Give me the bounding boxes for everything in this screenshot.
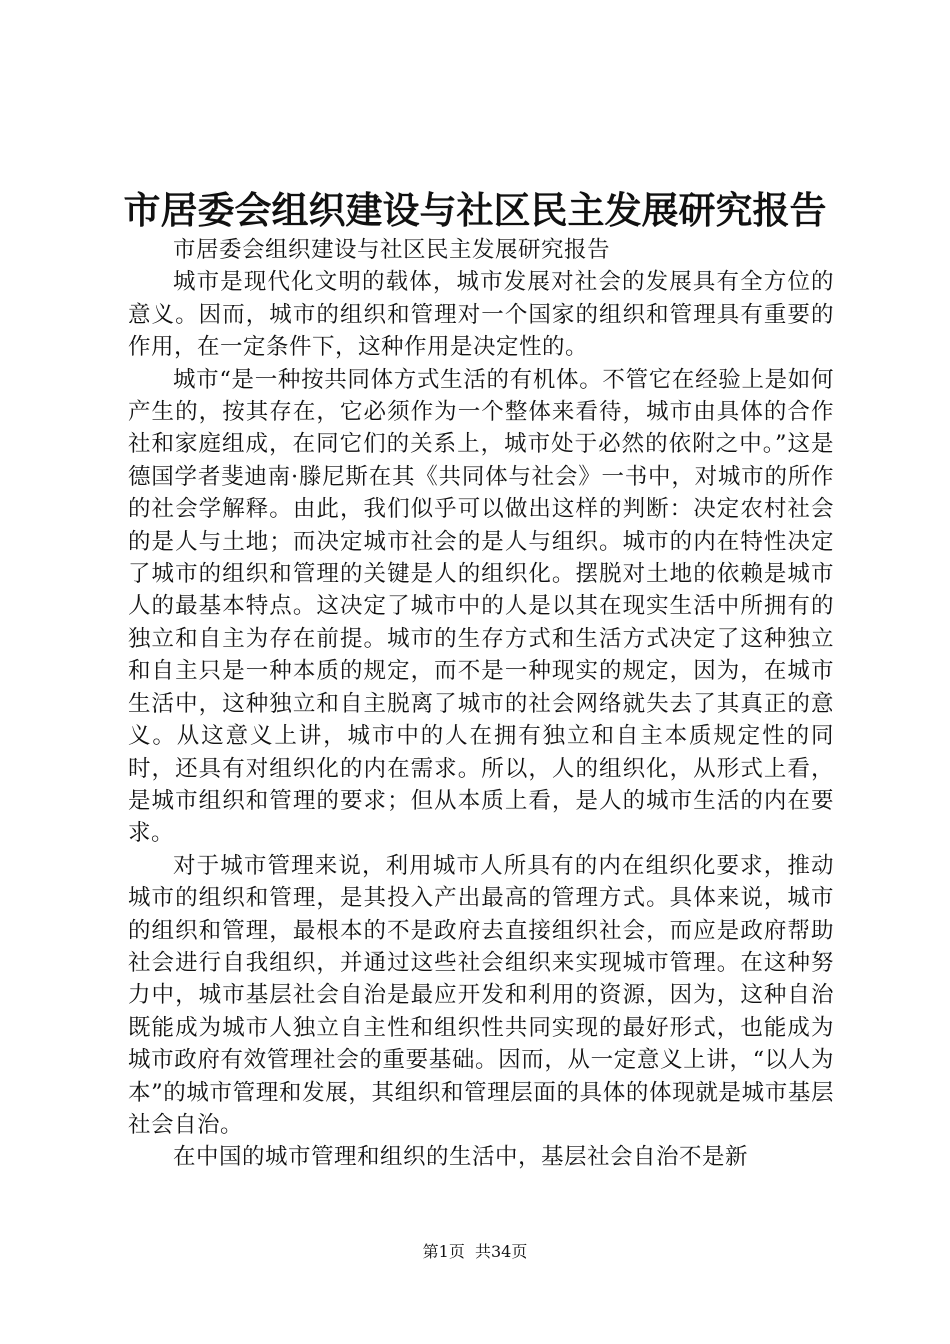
paragraph: 城市是现代化文明的载体，城市发展对社会的发展具有全方位的意义。因而，城市的组织和管理对一个国家的组织和管理具有重要的作用，在一定条件下，这种作用是决定性的。 — [128, 269, 834, 361]
paragraph-subtitle: 市居委会组织建设与社区民主发展研究报告 — [173, 237, 611, 263]
document-title: 市居委会组织建设与社区民主发展研究报告 — [123, 188, 827, 232]
document-body — [128, 234, 834, 1174]
page-number-footer: 第1页 共34页 — [422, 1242, 528, 1261]
paragraph: 在中国的城市管理和组织的生活中，基层社会自治不是新 — [173, 1144, 749, 1171]
paragraph: 对于城市管理来说，利用城市人所具有的内在组织化要求，推动城市的组织和管理，是其投入产出最高的管理方式。具体来说，城市的组织和管理，最根本的不是政府去直接组织社会，而应是政府帮助社会进行自我组织，并通过这些社会组织来实现城市管理。在这种努力中，城市基层社会自治是最应开发和利用的资源，因为，这种自治既能成为城市人独立自主性和组织性共同实现的最好形式，也能成为城市政府有效管理社会的重要基础。因而，从一定意义上讲，“以人为本”的城市管理和发展，其组织和管理层面的具体的体现就是城市基层社会自治。 — [128, 852, 834, 1138]
paragraph: 城市“是一种按共同体方式生活的有机体。不管它在经验上是如何产生的，按其存在，它必须作为一个整体来看待，城市由具体的合作社和家庭组成，在同它们的关系上，城市处于必然的依附之中。”这是德国学者斐迪南·滕尼斯在其《共同体与社会》一书中，对城市的所作的社会学解释。由此，我们似乎可以做出这样的判断：决定农村社会的是人与土地；而决定城市社会的是人与组织。城市的内在特性决定了城市的组织和管理的关键是人的组织化。摆脱对土地的依赖是城市人的最基本特点。这决定了城市中的人是以其在现实生活中所拥有的独立和自主为存在前提。城市的生存方式和生活方式决定了这种独立和自主只是一种本质的规定，而不是一种现实的规定，因为，在城市生活中，这种独立和自主脱离了城市的社会网络就失去了其真正的意义。从这意义上讲，城市中的人在拥有独立和自主本质规定性的同时，还具有对组织化的内在需求。所以，人的组织化，从形式上看，是城市组织和管理的要求；但从本质上看，是人的城市生活的内在要求。 — [128, 366, 834, 847]
